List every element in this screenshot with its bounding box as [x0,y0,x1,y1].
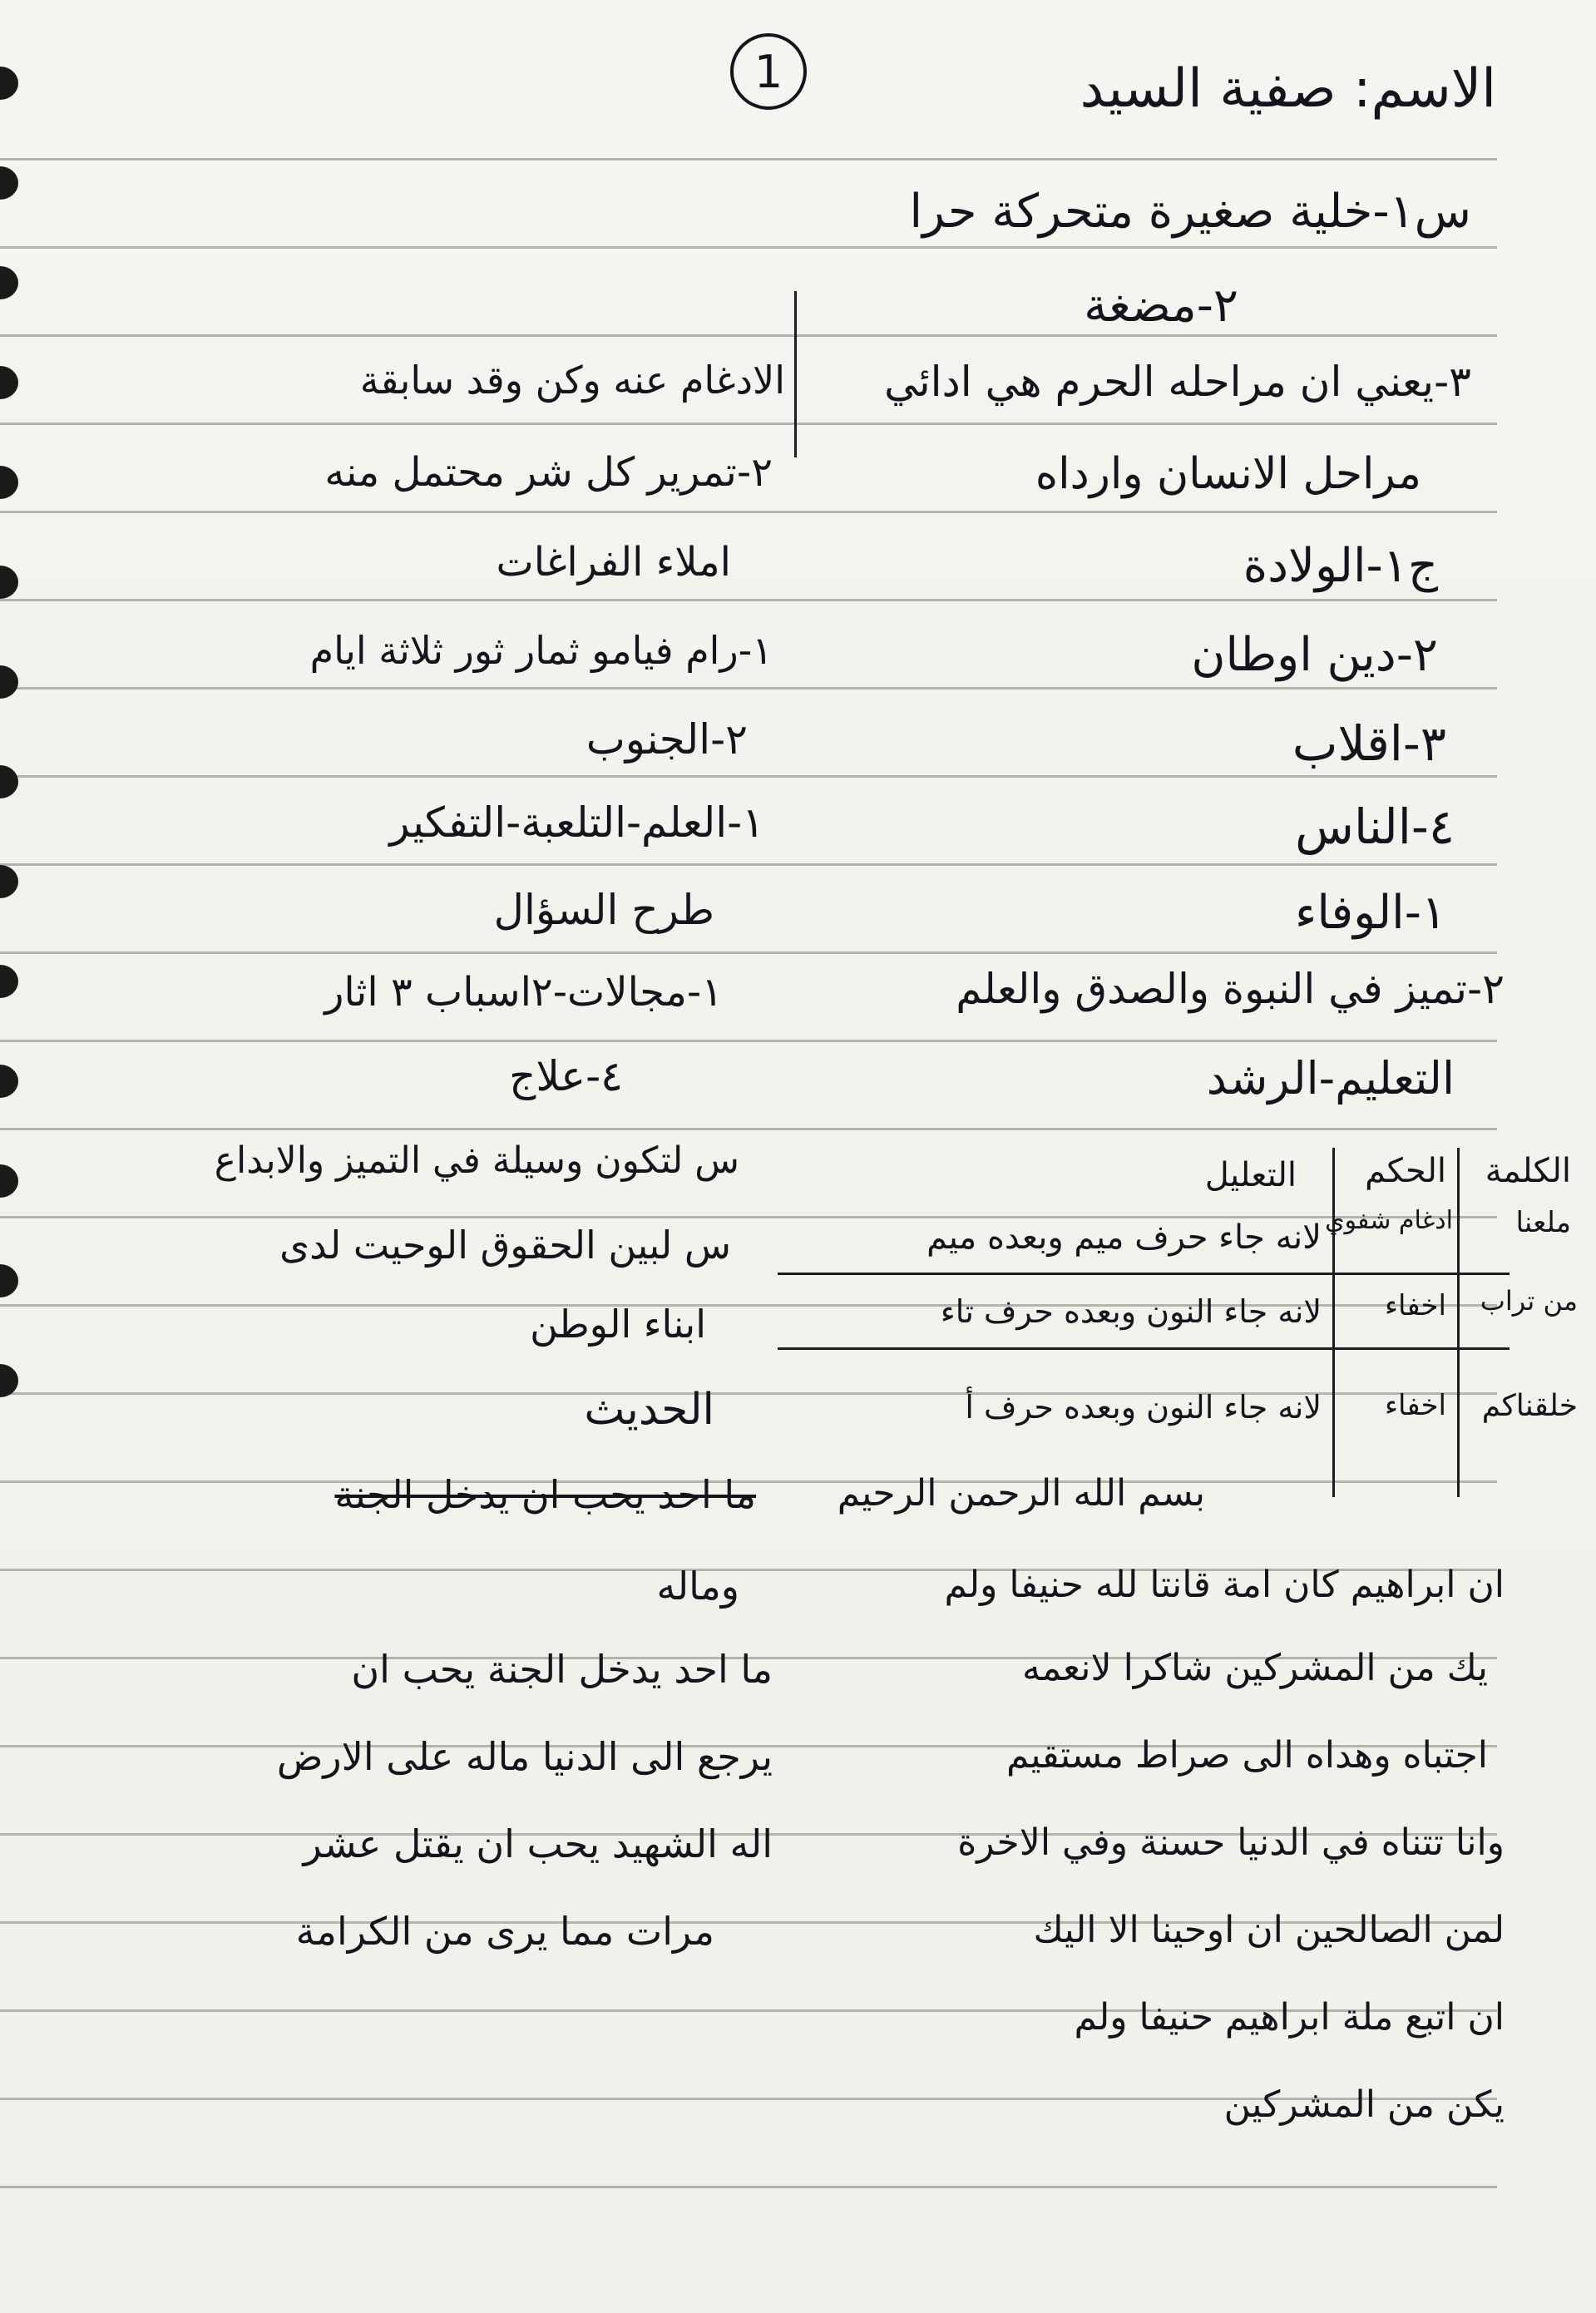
rule-line [0,334,1497,337]
answer-line: س لتكون وسيلة في التميز والابداع [214,1139,739,1182]
passage-line: اجتباه وهداه الى صراط مستقيم [1006,1734,1488,1777]
table-col-line [1332,1148,1335,1497]
answer-line: س١-خلية صغيرة متحركة حرا [909,185,1471,239]
table-cell: ملعنا [1515,1206,1571,1239]
answer-line: ١-مجالات-٢اسباب ٣ اثار [324,969,723,1016]
passage-line: يكن من المشركين [1223,2083,1505,2126]
answer-line: يرجع الى الدنيا ماله على الارض [276,1734,773,1779]
table-row-line [778,1347,1510,1350]
passage-line: يك من المشركين شاكرا لانعمه [1022,1647,1488,1689]
table-row-line [778,1273,1510,1275]
passage-line: ان ابراهيم كان امة قانتا لله حنيفا ولم [944,1564,1505,1606]
spiral-hole [0,566,18,599]
answer-line: املاء الفراغات [496,539,731,586]
answer-line: ٢-مضغة [1084,279,1238,333]
rule-line [0,1040,1497,1042]
spiral-hole [0,266,18,299]
spiral-hole [0,965,18,998]
answer-line: اله الشهيد يحب ان يقتل عشر [303,1821,773,1866]
rule-line [0,423,1497,425]
table-col-line [1457,1148,1460,1497]
table-header: الكلمة [1485,1152,1571,1190]
page-number-badge [730,33,807,110]
answer-line: طرح السؤال [493,886,714,934]
spiral-hole [0,466,18,499]
rule-line [0,775,1497,778]
spiral-hole [0,865,18,898]
student-name: الاسم: صفية السيد [1080,58,1496,120]
rule-line [0,246,1497,249]
spiral-hole [0,1065,18,1098]
answer-line: ٣-اقلاب [1292,715,1446,772]
spiral-hole [0,67,18,100]
answer-line: مراحل الانسان وارداه [1035,449,1421,499]
answer-line: مرات مما يرى من الكرامة [295,1909,714,1954]
answer-line: ٢-تميز في النبوة والصدق والعلم [956,965,1505,1013]
rule-line [0,863,1497,866]
answer-line: ١-الوفاء [1295,886,1446,940]
answer-line: ٤-علاج [509,1052,623,1100]
answer-line: ١-العلم-التلعبة-التفكير [389,798,764,847]
answer-line: ١-رام فيامو ثمار ثور ثلاثة ايام [309,628,773,673]
table-cell: اخفاء [1384,1389,1446,1422]
table-cell: لانه جاء النون وبعده حرف أ [965,1389,1322,1426]
table-cell: اخفاء [1384,1289,1446,1322]
answer-line: ما احد يدخل الجنة يحب ان [351,1647,773,1692]
crossed-out-line: ما احد يحب ان يدخل الجنة [334,1472,756,1517]
rule-line [0,1128,1497,1130]
rule-line [0,2186,1497,2188]
spiral-hole [0,665,18,699]
rule-line [0,158,1497,161]
answer-line: ٢-دين اوطان [1191,628,1438,682]
margin-stroke [794,291,797,457]
passage-line: ان اتبع ملة ابراهيم حنيفا ولم [1074,1996,1505,2039]
spiral-hole [0,366,18,399]
rule-line [0,687,1497,689]
table-header: الحكم [1365,1152,1446,1190]
answer-line: التعليم-الرشد [1206,1052,1455,1105]
answer-line: ج١-الولادة [1243,539,1438,593]
spiral-hole [0,1164,18,1198]
answer-line-tail: الادغام عنه وكن وقد سابقة [359,358,785,403]
passage-line: لمن الصالحين ان اوحينا الا اليك [1033,1909,1505,1951]
answer-line: ابناء الوطن [530,1302,706,1347]
answer-line: ٣-يعني ان مراحله الحرم هي ادائي [884,358,1471,406]
answer-line: ٤-الناس [1295,798,1455,855]
passage-line: بسم الله الرحمن الرحيم [837,1472,1205,1515]
answer-line: ٢-الجنوب [586,715,748,764]
page-number: 1 [754,45,783,98]
answer-line: الحديث [584,1385,714,1435]
table-cell: خلقناكم [1481,1389,1578,1423]
answer-line: س لبين الحقوق الوحيت لدى [279,1223,731,1268]
table-header: التعليل [1204,1156,1297,1194]
table-cell: لانه جاء حرف ميم وبعده ميم [926,1218,1322,1257]
table-cell: من تراب [1480,1285,1578,1317]
spiral-hole [0,166,18,200]
answer-line: ٢-تمرير كل شر محتمل منه [324,449,773,496]
spiral-hole [0,1264,18,1297]
passage-line: وانا تتناه في الدنيا حسنة وفي الاخرة [957,1821,1505,1864]
rule-line [0,511,1497,513]
table-cell: لانه جاء النون وبعده حرف تاء [940,1293,1322,1330]
answer-line: وماله [656,1564,739,1609]
spiral-hole [0,765,18,798]
rule-line [0,599,1497,601]
rule-line [0,951,1497,954]
table-cell: ادغام شفوي [1325,1206,1453,1235]
